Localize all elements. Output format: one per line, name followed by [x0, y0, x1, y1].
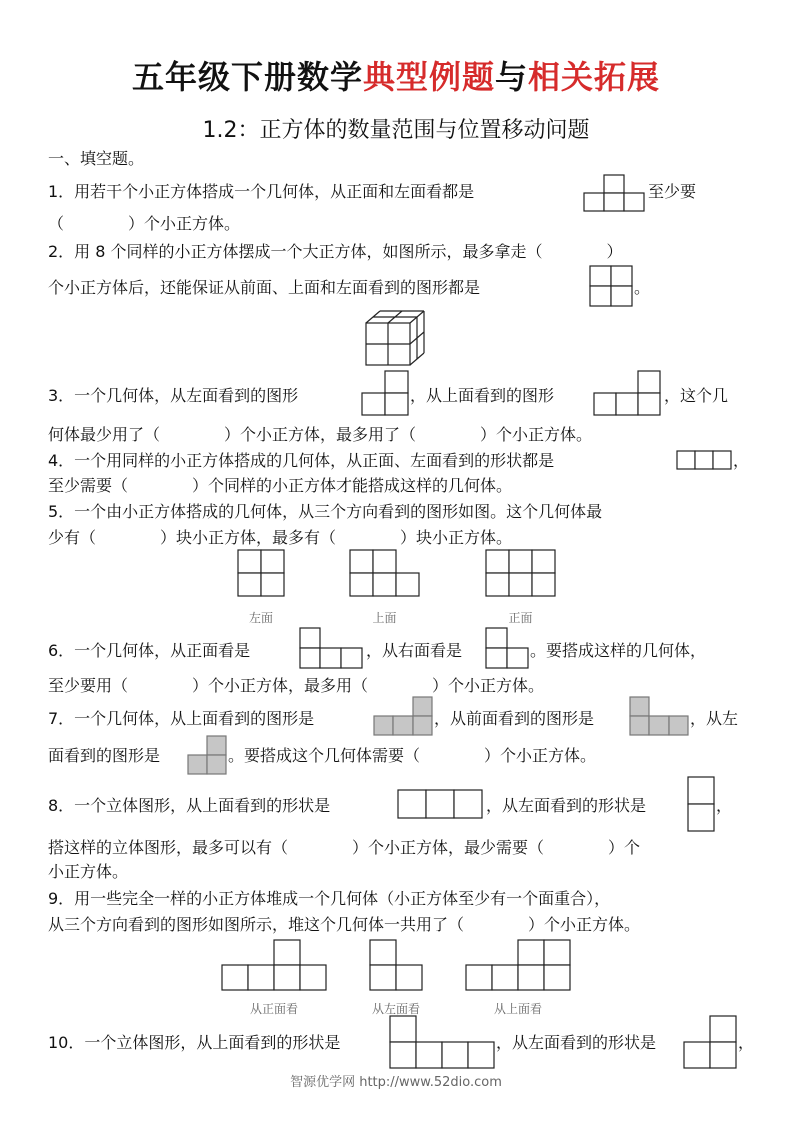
- q5-text-a: 5．一个由小正方体搭成的几何体，从三个方向看到的图形如图。这个几何体最: [48, 502, 603, 521]
- q7-text-e: 。要搭成这个几何体需要（ ）个小正方体。: [228, 746, 597, 765]
- q7-text-d: 面看到的图形是: [48, 746, 161, 765]
- q1-text-a: 1．用若干个小正方体搭成一个几何体，从正面和左面看都是: [48, 182, 475, 201]
- q7-front-view-figure: [630, 697, 688, 735]
- q6-text-a: 6．一个几何体，从正面看是: [48, 641, 251, 660]
- page-title: 五年级下册数学典型例题与相关拓展: [131, 58, 661, 96]
- q9-text-a: 9．用一些完全一样的小正方体堆成一个几何体（小正方体至少有一个面重合），: [48, 889, 611, 908]
- q10-text-c: ，: [738, 1033, 755, 1052]
- q9-caption-top: 从上面看: [493, 1002, 542, 1016]
- q3-left-view-figure: [362, 371, 408, 415]
- q4-text-c: 至少需要（ ）个同样的小正方体才能搭成这样的几何体。: [48, 476, 513, 495]
- q10-text-a: 10．一个立体图形，从上面看到的形状是: [48, 1033, 341, 1052]
- q7-text-a: 7．一个几何体，从上面看到的图形是: [48, 709, 315, 728]
- q8-text-e: 小正方体。: [48, 862, 129, 881]
- q2-text-b: 个小正方体后，还能保证从前面、上面和左面看到的图形都是: [48, 278, 481, 297]
- q9-left-view-figure: [370, 940, 422, 990]
- q5-left-view-figure: [238, 550, 284, 596]
- footer-watermark: 智源优学网 http://www.52dio.com: [290, 1075, 502, 1090]
- q8-text-b: ，从左面看到的形状是: [486, 796, 647, 815]
- q7-left-view-figure: [188, 736, 226, 774]
- q4-view-figure: [677, 451, 731, 469]
- q4-text-a: 4．一个用同样的小正方体搭成的几何体，从正面、左面看到的形状都是: [48, 451, 555, 470]
- q2-text-a: 2．用 8 个同样的小正方体摆成一个大正方体，如图所示，最多拿走（ ）: [48, 242, 623, 261]
- q3-text-c: ，这个几: [664, 386, 729, 405]
- q2-cube-figure: [366, 311, 426, 365]
- q1-text-b: 至少要: [648, 182, 697, 201]
- q1-view-figure: [584, 175, 644, 211]
- q6-front-view-figure: [300, 628, 362, 668]
- q9-top-view-figure: [466, 940, 570, 990]
- q9-front-view-figure: [222, 940, 326, 990]
- q9-caption-front: 从正面看: [249, 1002, 298, 1016]
- q5-text-b: 少有（ ）块小正方体，最多有（ ）块小正方体。: [48, 528, 513, 547]
- q1-text-c: （ ）个小正方体。: [48, 214, 241, 233]
- q6-text-b: ，从右面看是: [366, 641, 463, 660]
- q5-caption-front: 正面: [508, 611, 533, 625]
- q7-top-view-figure: [374, 697, 432, 735]
- q3-text-b: ，从上面看到的图形: [410, 386, 555, 405]
- q8-text-c: ，: [716, 796, 733, 815]
- q6-text-c: 。要搭成这样的几何体，: [530, 641, 707, 660]
- q4-text-b: ，: [733, 451, 750, 470]
- q9-text-b: 从三个方向看到的图形如图所示，堆这个几何体一共用了（ ）个小正方体。: [48, 915, 641, 934]
- q2-view-figure: [590, 266, 632, 306]
- q3-text-d: 何体最少用了（ ）个小正方体，最多用了（ ）个小正方体。: [48, 425, 593, 444]
- q6-text-d: 至少要用（ ）个小正方体，最多用（ ）个小正方体。: [48, 676, 545, 695]
- q5-caption-left: 左面: [248, 611, 273, 625]
- section-heading: 一、填空题。: [48, 149, 145, 168]
- q8-left-view-figure: [688, 777, 714, 831]
- q8-text-a: 8．一个立体图形，从上面看到的形状是: [48, 796, 331, 815]
- page-subtitle: 1.2：正方体的数量范围与位置移动问题: [202, 118, 590, 143]
- q10-left-view-figure: [684, 1016, 736, 1068]
- q5-front-view-figure: [486, 550, 555, 596]
- q8-top-view-figure: [398, 790, 482, 818]
- q10-text-b: ，从左面看到的形状是: [496, 1033, 657, 1052]
- q7-text-c: ，从左: [690, 709, 739, 728]
- q8-text-d: 搭这样的立体图形，最多可以有（ ）个小正方体，最少需要（ ）个: [48, 838, 641, 857]
- q7-text-b: ，从前面看到的图形是: [434, 709, 595, 728]
- q6-right-view-figure: [486, 628, 528, 668]
- q10-top-view-figure: [390, 1016, 494, 1068]
- q3-text-a: 3．一个几何体，从左面看到的图形: [48, 386, 299, 405]
- q9-caption-left: 从左面看: [371, 1002, 420, 1016]
- q2-text-c: 。: [634, 278, 651, 297]
- q5-caption-top: 上面: [372, 611, 397, 625]
- q3-top-view-figure: [594, 371, 660, 415]
- q5-top-view-figure: [350, 550, 419, 596]
